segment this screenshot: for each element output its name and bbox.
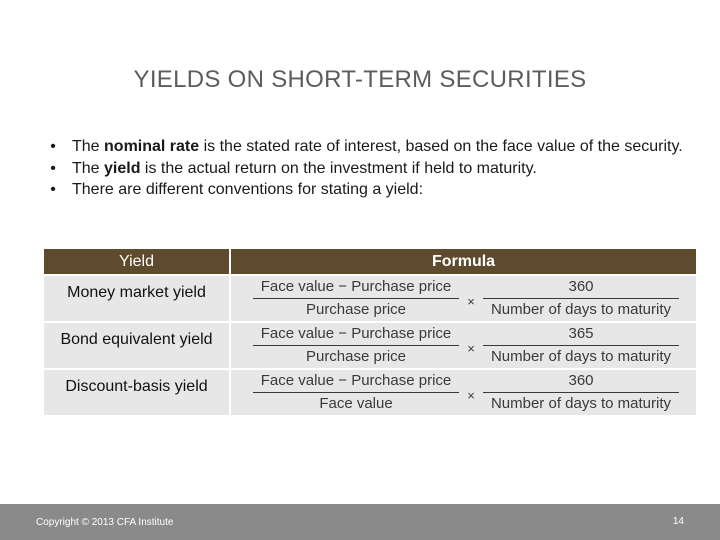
fraction-bar bbox=[483, 298, 679, 299]
denominator: Number of days to maturity bbox=[490, 395, 672, 412]
denominator: Purchase price bbox=[305, 348, 407, 365]
fraction-bar bbox=[253, 298, 459, 299]
fraction-right bbox=[483, 277, 679, 320]
bullet-dot: • bbox=[50, 159, 56, 177]
bullet-dot: • bbox=[50, 181, 56, 198]
numerator: 360 bbox=[568, 278, 594, 295]
bullet-text-pre: The bbox=[72, 159, 105, 177]
formula bbox=[231, 323, 696, 368]
page-number: 14 bbox=[672, 516, 684, 527]
fraction-bar bbox=[483, 345, 679, 346]
numerator: Face value − Purchase price bbox=[260, 372, 452, 389]
fraction-bar bbox=[483, 392, 679, 393]
bullet-item bbox=[46, 179, 686, 201]
yield-name: Money market yield bbox=[44, 276, 229, 321]
multiply-icon: × bbox=[467, 388, 475, 403]
table-row bbox=[44, 370, 696, 415]
numerator: 365 bbox=[568, 325, 594, 342]
fraction-left bbox=[253, 277, 459, 320]
bullet-text-post: is the stated rate of interest, based on the face value of the security. bbox=[199, 138, 683, 155]
denominator: Number of days to maturity bbox=[490, 348, 672, 365]
fraction-right bbox=[483, 371, 679, 414]
bullet-dot: • bbox=[50, 138, 56, 155]
fraction-right bbox=[483, 324, 679, 367]
copyright-text: Copyright © 2013 CFA Institute bbox=[36, 517, 174, 528]
formula bbox=[231, 276, 696, 321]
fraction-left bbox=[253, 324, 459, 367]
table-row bbox=[44, 276, 696, 321]
bullet-text-pre: The bbox=[72, 138, 105, 155]
bullet-text-bold: yield bbox=[104, 159, 141, 177]
formula bbox=[231, 370, 696, 415]
fraction-bar bbox=[253, 392, 459, 393]
bullet-list bbox=[46, 136, 686, 201]
formula-cell bbox=[231, 323, 696, 368]
table-row bbox=[44, 323, 696, 368]
bullet-text-post: is the actual return on the investment if held to maturity. bbox=[140, 159, 537, 177]
yield-name: Discount-basis yield bbox=[44, 370, 229, 415]
denominator: Number of days to maturity bbox=[490, 301, 672, 318]
yield-table bbox=[42, 247, 698, 417]
header-formula: Formula bbox=[231, 249, 696, 274]
numerator: Face value − Purchase price bbox=[260, 278, 452, 295]
header-yield: Yield bbox=[44, 249, 229, 274]
denominator: Purchase price bbox=[305, 301, 407, 318]
table-header-row bbox=[44, 249, 696, 274]
numerator: Face value − Purchase price bbox=[260, 325, 452, 342]
slide-title: YIELDS ON SHORT-TERM SECURITIES bbox=[133, 66, 587, 93]
bullet-item bbox=[46, 158, 686, 180]
footer-bar bbox=[0, 504, 720, 540]
fraction-bar bbox=[253, 345, 459, 346]
bullet-text-bold: nominal rate bbox=[104, 138, 200, 155]
bullet-item bbox=[46, 136, 686, 158]
multiply-icon: × bbox=[467, 341, 475, 356]
yield-name: Bond equivalent yield bbox=[44, 323, 229, 368]
numerator: 360 bbox=[568, 372, 594, 389]
denominator: Face value bbox=[319, 395, 393, 412]
bullet-text-post: There are different conventions for stating a yield: bbox=[72, 181, 424, 198]
formula-cell bbox=[231, 370, 696, 415]
formula-cell bbox=[231, 276, 696, 321]
multiply-icon: × bbox=[467, 294, 475, 309]
fraction-left bbox=[253, 371, 459, 414]
